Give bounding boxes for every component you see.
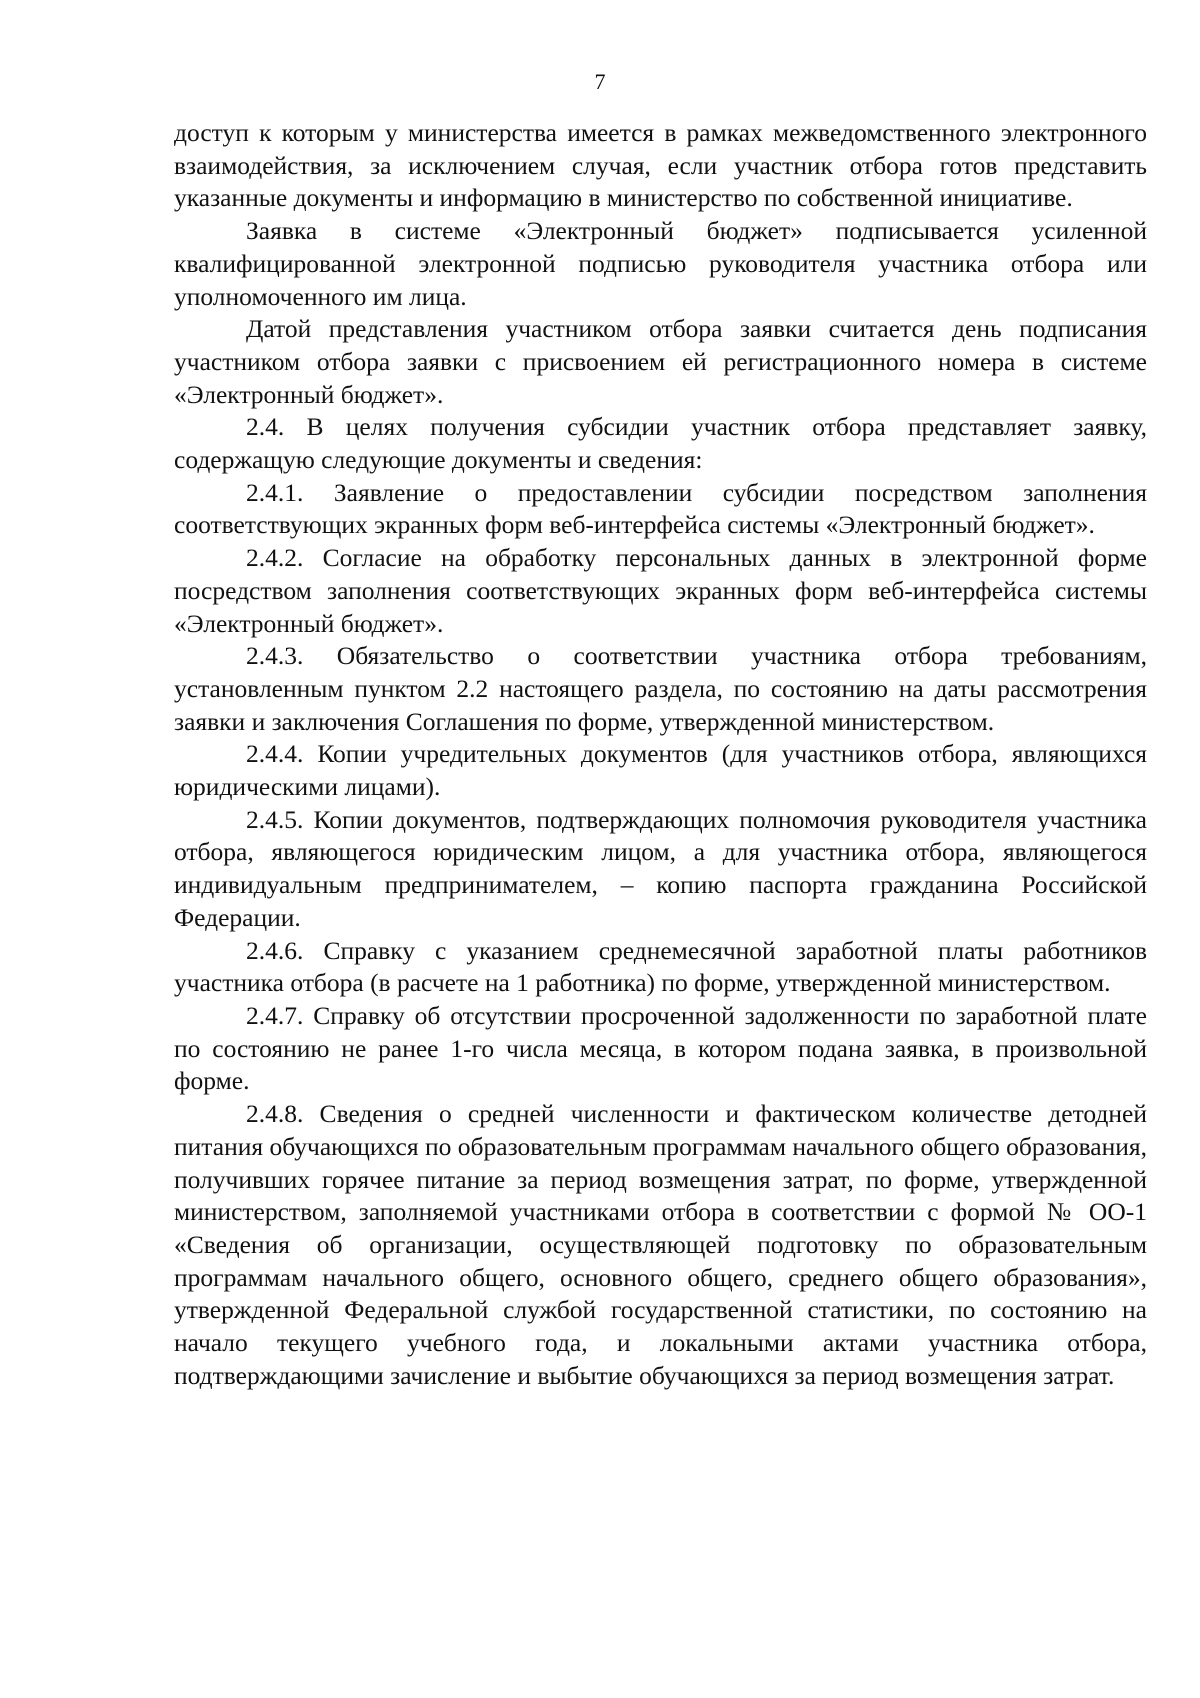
- paragraph-2-4-3: 2.4.3. Обязательство о соответствии участника отбора требованиям, установленным пунктом 2.2 настоящего раздела, по состоянию на даты рассмотрения заявки и заключения Соглашения по форме, утвержденной министерством.: [174, 641, 1147, 736]
- page-number: 7: [594, 69, 606, 94]
- paragraph-2-4: 2.4. В целях получения субсидии участник отбора представляет заявку, содержащую следующие документы и сведения:: [174, 412, 1147, 475]
- paragraph-continuation: доступ к которым у министерства имеется в рамках межведомственного электронного взаимодействия, за исключением случая, если участник отбора готов представить указанные документы и информацию в министерство по собственной инициативе.: [174, 118, 1147, 213]
- paragraph-2-4-2: 2.4.2. Согласие на обработку персональных данных в электронной форме посредством заполнения соответствующих экранных форм веб-интерфейса системы «Электронный бюджет».: [174, 543, 1147, 638]
- paragraph-2-4-5: 2.4.5. Копии документов, подтверждающих полномочия руководителя участника отбора, являющегося юридическим лицом, а для участника отбора, являющегося индивидуальным предпринимателем, – копию паспорта гражданина Российской Федерации.: [174, 804, 1147, 932]
- paragraph-submission-date: Датой представления участником отбора заявки считается день подписания участником отбора заявки с присвоением ей регистрационного номера в системе «Электронный бюджет».: [174, 314, 1147, 409]
- paragraph-2-4-4: 2.4.4. Копии учредительных документов (для участников отбора, являющихся юридическими лицами).: [174, 739, 1147, 802]
- paragraph-2-4-6: 2.4.6. Справку с указанием среднемесячной заработной платы работников участника отбора (в расчете на 1 работника) по форме, утвержденной министерством.: [174, 935, 1147, 998]
- paragraph-application-signing: Заявка в системе «Электронный бюджет» подписывается усиленной квалифицированной электронной подписью руководителя участника отбора или уполномоченного им лица.: [174, 216, 1147, 311]
- paragraph-2-4-8: 2.4.8. Сведения о средней численности и фактическом количестве детодней питания обучающихся по образовательным программам начального общего образования, получивших горячее питание за период возмещения затрат, по форме, утвержденной министерством, заполняемой участниками отбора в соответствии с формой № ОО-1 «Сведения об организации, осуществляющей подготовку по образовательным программам начального общего, основного общего, среднего общего образования», утвержденной Федеральной службой государственной статистики, по состоянию на начало текущего учебного года, и локальными актами участника отбора, подтверждающими зачисление и выбытие обучающихся за период возмещения затрат.: [174, 1099, 1147, 1390]
- paragraph-2-4-7: 2.4.7. Справку об отсутствии просроченной задолженности по заработной плате по состоянию не ранее 1-го числа месяца, в котором подана заявка, в произвольной форме.: [174, 1000, 1147, 1096]
- document-body: [174, 117, 1147, 1392]
- paragraph-2-4-1: 2.4.1. Заявление о предоставлении субсидии посредством заполнения соответствующих экранных форм веб-интерфейса системы «Электронный бюджет».: [174, 477, 1147, 540]
